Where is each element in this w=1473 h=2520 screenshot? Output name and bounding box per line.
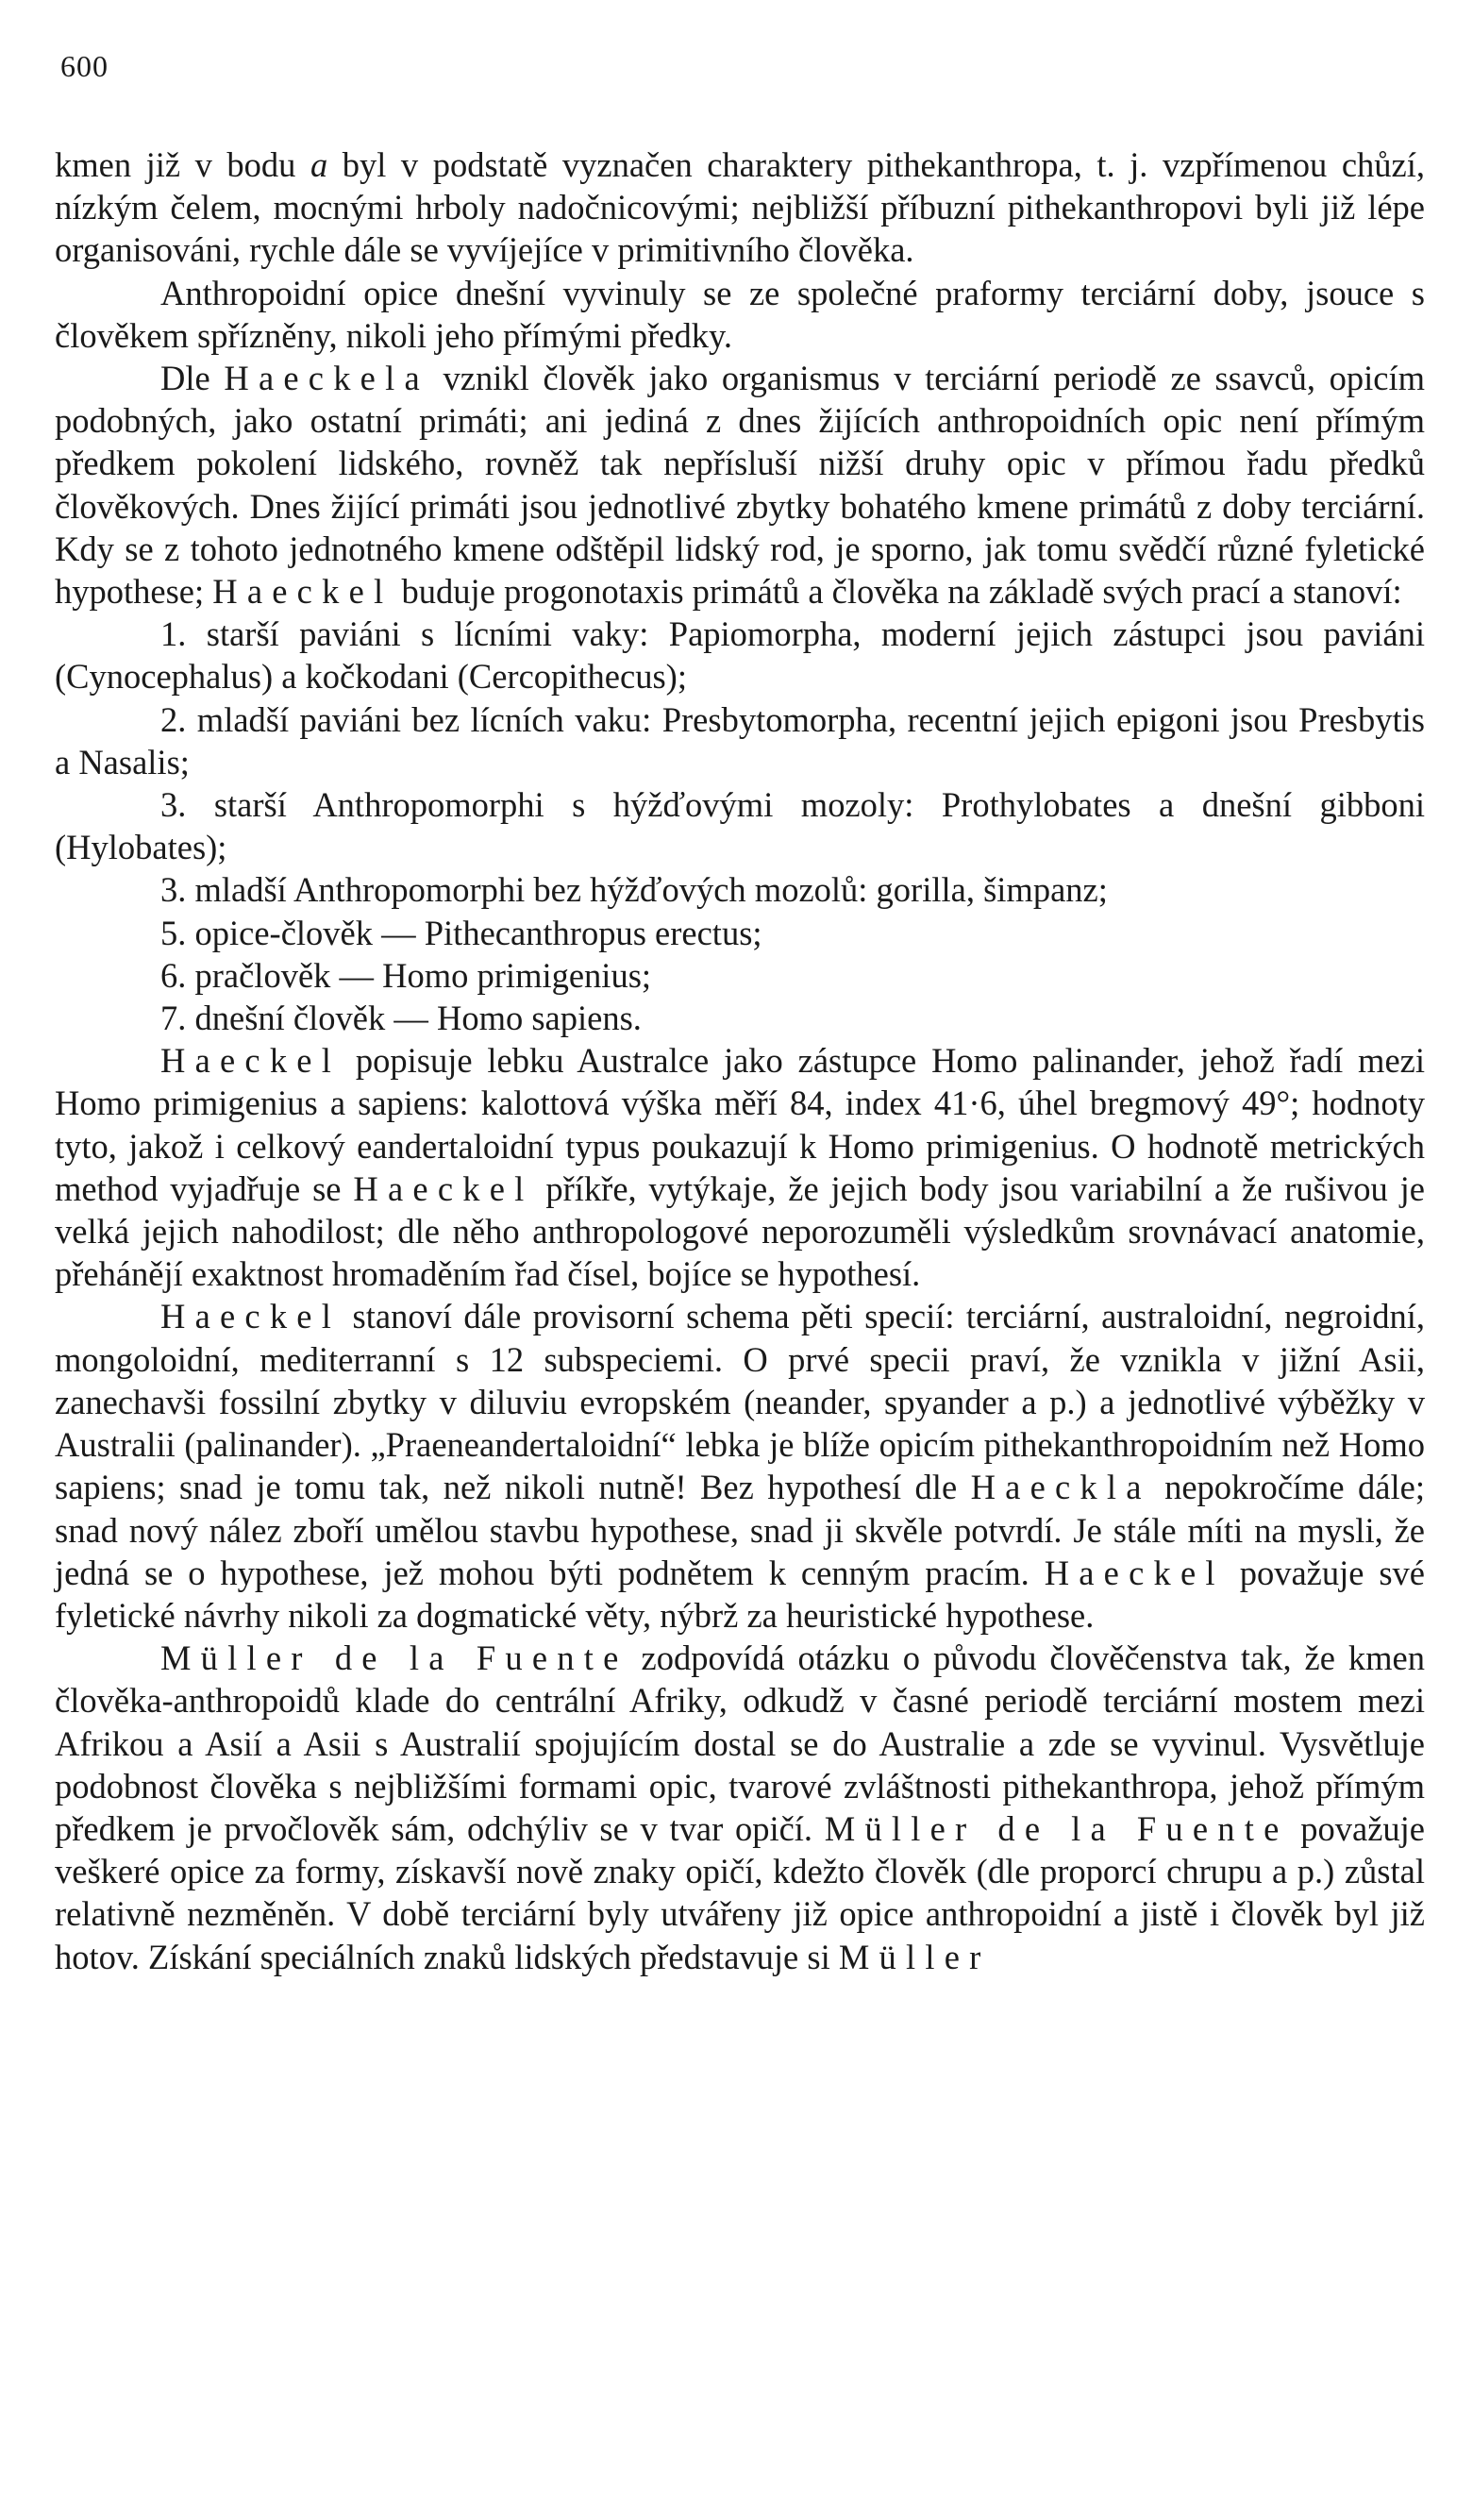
list-item	[55, 954, 1425, 997]
spaced-author-name: Haeckel	[160, 1297, 342, 1336]
paragraph	[55, 1637, 1425, 1978]
italic-letter: a	[310, 145, 328, 184]
text-run: kmen již v bodu	[55, 145, 310, 184]
text-run: stanoví dále provisorní schema pěti specií: terciární, australoidní, negroidní, mongoloidní, mediterranní s 12 subspeciemi. O prvé specii praví, že vznikla v jižní Asii, zanechavši fossilní zbytky v diluviu evropském (neander, spyander a p.) a jednotlivé výběžky v Australii (palinander). „Praeneandertaloidní“ lebka je blíže opicím pithekanthropoidním než Homo sapiens; snad je tomu tak, než nikoli nutně! Bez hypothesí dle	[55, 1297, 1425, 1507]
list-item	[55, 698, 1425, 783]
text-run: 3. mladší Anthropomorphi bez hýžďových mozolů: gorilla, šimpanz;	[160, 870, 1108, 910]
text-run: popisuje lebku Australce jako zástupce Homo palinander, jehož řadí mezi Homo primigenius a sapiens: kalottová výška měří 84, index 41·6, úhel bregmový 49°; hodnoty tyto, jakož i celkový eandertaloidní typus poukazují k Homo primigenius. O hodnotě metrických method vyjadřuje se	[55, 1041, 1425, 1208]
page-number: 600	[60, 49, 109, 83]
paragraph	[55, 272, 1425, 357]
text-run: 1. starší paviáni s lícními vaky: Papiomorpha, moderní jejich zástupci jsou paviáni (Cynocephalus) a kočkodani (Cercopithecus);	[55, 614, 1425, 697]
list-item	[55, 613, 1425, 697]
list-item	[55, 783, 1425, 868]
spaced-author-name: Haeckel	[160, 1041, 342, 1081]
text-run: zodpovídá otázku o původu člověčenstva tak, že kmen člověka-anthropoidů klade do centrální Afriky, odkudž v časné periodě terciární mostem mezi Afrikou a Asií a Asii s Australií spojujícím dostal se do Australie a zde se vyvinul. Vysvětluje podobnost člověka s nejbližšími formami opic, tvarové zvláštnosti pithekanthropa, jehož přímým předkem je prvočlověk sám, odchýliv se v tvar opičí.	[55, 1638, 1426, 1848]
text-run: 2. mladší paviáni bez lícních vaku: Presbytomorpha, recentní jejich epigoni jsou Presbytis a Nasalis;	[55, 699, 1425, 781]
spaced-author-name: Haeckela	[224, 359, 429, 398]
text-run: byl v podstatě vyznačen charaktery pithekanthropa, t. j. vzpřímenou chůzí, nízkým čelem, mocnými hrboly nadočnicovými; nejbližší příbuzní pithekanthropovi byli již lépe organisováni, rychle dále se vyvíjejíce v primitivního člověka.	[55, 145, 1425, 270]
spaced-author-name: Haeckel	[353, 1168, 534, 1208]
text-run: považuje své fyletické návrhy nikoli za dogmatické věty, nýbrž za heuristické hypothese.	[55, 1553, 1425, 1635]
spaced-author-name: Haeckel	[212, 572, 393, 612]
text-run: příkře, vytýkaje, že jejich body jsou variabilní a že rušivou je velká jejich nahodilost; dle něho anthropologové neporozuměli výsledkům srovnávací anatomie, přehánějí exaktnost hromaděním řad čísel, bojíce se hypothesí.	[55, 1168, 1425, 1294]
text-run: Dle	[160, 359, 225, 398]
spaced-author-name: Müller de la Fuente	[824, 1808, 1289, 1848]
text-run: 7. dnešní člověk — Homo sapiens.	[160, 999, 642, 1038]
list-item	[55, 912, 1425, 954]
text-run: 6. pračlověk — Homo primigenius;	[160, 955, 652, 995]
paragraph	[55, 1295, 1425, 1637]
text-run: buduje progonotaxis primátů a člověka na základě svých prací a stanoví:	[393, 572, 1402, 612]
paragraph	[55, 1039, 1425, 1295]
text-run: 3. starší Anthropomorphi s hýžďovými mozoly: Prothylobates a dnešní gibboni (Hylobates);	[55, 785, 1425, 867]
paragraph	[55, 143, 1425, 272]
paragraph	[55, 357, 1425, 613]
list-item	[55, 868, 1425, 911]
text-run: vznikl člověk jako organismus v terciární periodě ze ssavců, opicím podobných, jako ostatní primáti; ani jediná z dnes žijících anthropoidních opic není přímým předkem pokolení lidského, rovněž tak nepřísluší nižší druhy opic v přímou řadu předků člověkových. Dnes žijící primáti jsou jednotlivé zbytky bohatého kmene primátů z doby terciární. Kdy se z tohoto jednotného kmene odštěpil lidský rod, je sporno, jak tomu svědčí různé fyletické hypothese;	[55, 359, 1425, 612]
text-run: Anthropoidní opice dnešní vyvinuly se ze společné praformy terciární doby, jsouce s člověkem spřízněny, nikoli jeho přímými předky.	[55, 273, 1425, 355]
list-item	[55, 997, 1425, 1039]
text-run: považuje veškeré opice za formy, získavší nově znaky opičí, kdežto člověk (dle proporcí chrupu a p.) zůstal relativně nezměněn. V době terciární byly utvářeny již opice anthropoidní a jistě i člověk byl již hotov. Získání speciálních znaků lidských představuje si	[55, 1808, 1425, 1976]
spaced-author-name: Haeckel	[1044, 1553, 1225, 1592]
spaced-author-name: Müller	[838, 1937, 991, 1976]
text-run: nepokročíme dále; snad nový nález zboří umělou stavbu hypothese, snad ji skvěle potvrdí. Je stále míti na mysli, že jedná se o hypothese, jež mohou býti podnětem k cenným pracím.	[55, 1468, 1425, 1592]
spaced-author-name: Haeckla	[970, 1468, 1151, 1507]
text-run: 5. opice-člověk — Pithecanthropus erectus;	[160, 913, 762, 952]
body-text	[55, 143, 1425, 1978]
spaced-author-name: Müller de la Fuente	[160, 1638, 628, 1678]
